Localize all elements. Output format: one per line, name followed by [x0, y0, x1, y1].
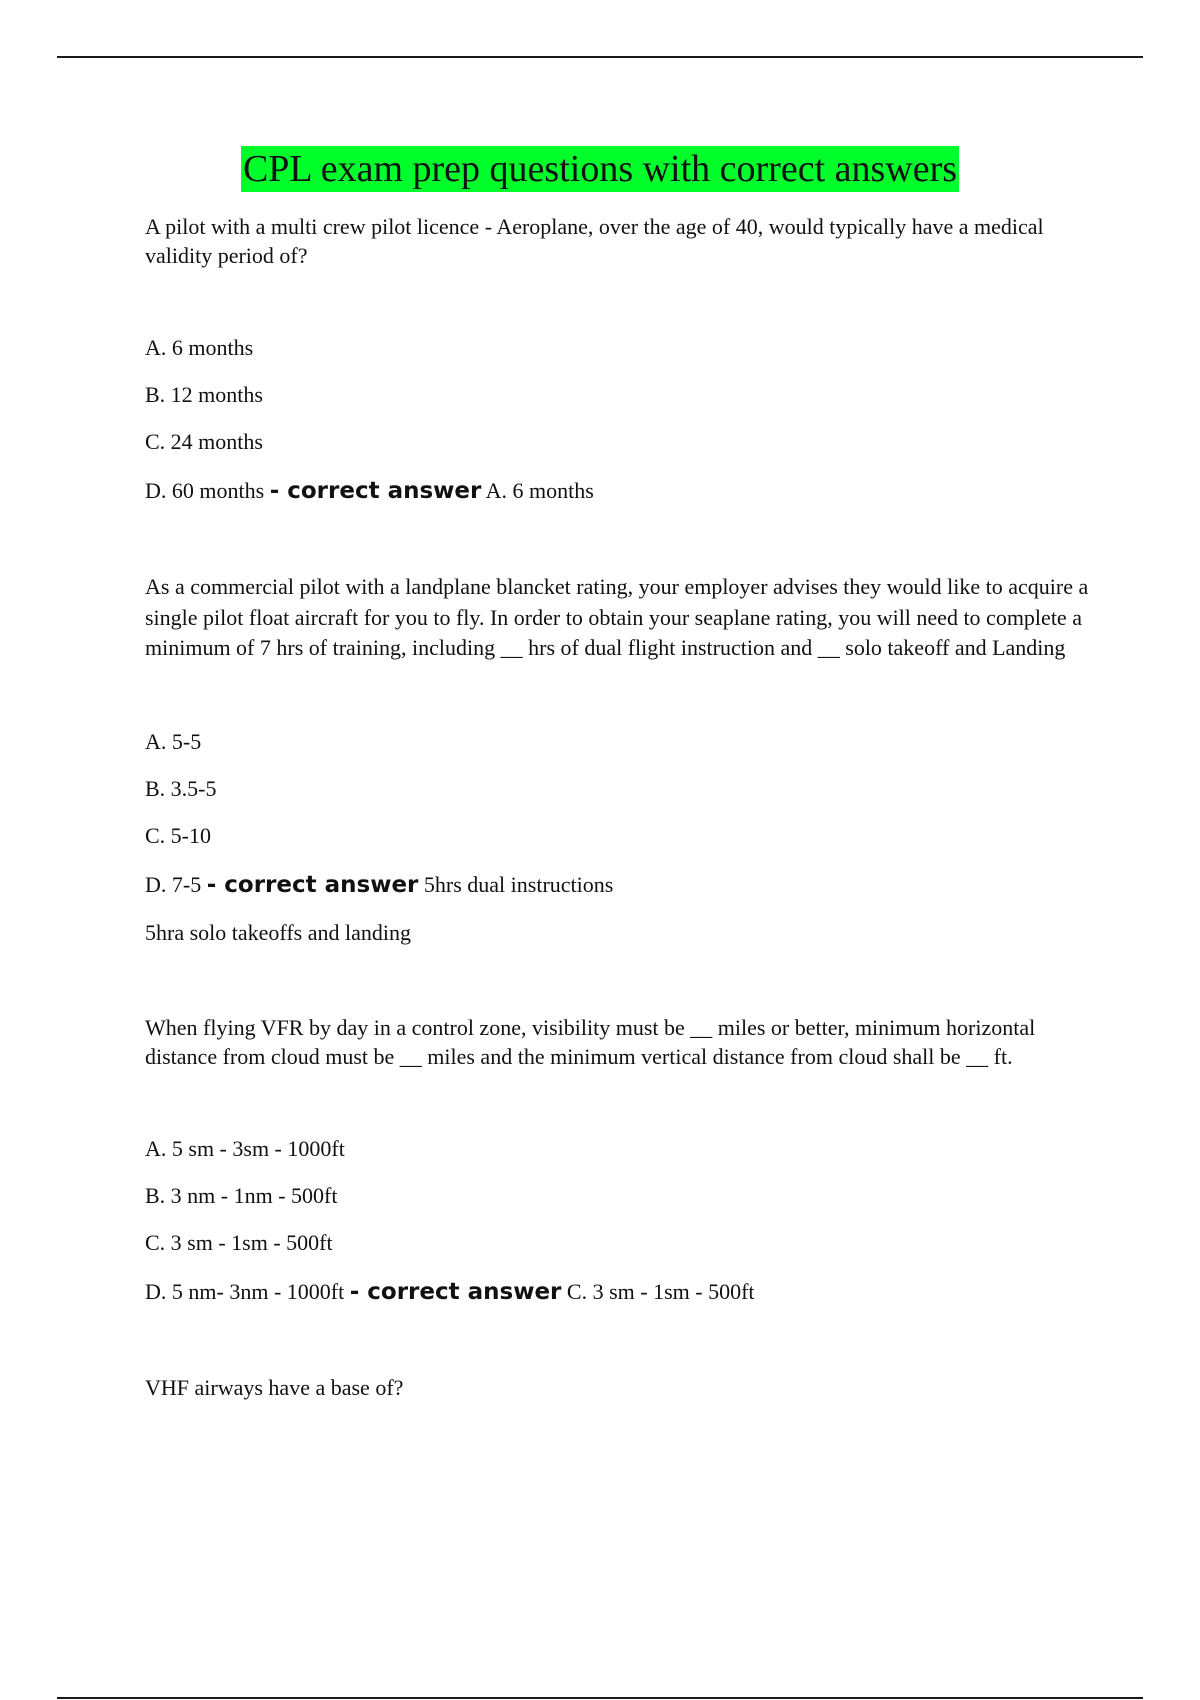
page-title: CPL exam prep questions with correct answers: [242, 148, 958, 190]
option-a: A. 6 months: [145, 335, 254, 360]
correct-answer-continuation: 5hra solo takeoffs and landing: [145, 919, 411, 945]
bottom-rule: [57, 1697, 1143, 1699]
option-c: C. 3 sm - 1sm - 500ft: [145, 1229, 333, 1255]
question-block: [145, 1373, 1095, 1402]
option-b: B. 12 months: [145, 382, 263, 407]
question-text: VHF airways have a base of?: [145, 1374, 404, 1400]
title-container: [0, 146, 1200, 192]
question-text: A pilot with a multi crew pilot licence - Aeroplane, over the age of 40, would typically have a medical validity period of?: [145, 214, 1044, 268]
question-block: [145, 1013, 1095, 1307]
question-block: [145, 572, 1095, 947]
option-c: C. 24 months: [145, 429, 263, 454]
option-d-with-answer: [145, 870, 1095, 900]
option-a: A. 5 sm - 3sm - 1000ft: [145, 1135, 345, 1161]
option-d-with-answer: [145, 1277, 1095, 1307]
question-text: As a commercial pilot with a landplane blancket rating, your employer advises they would like to acquire a single pilot float aircraft for you to fly. In order to obtain your seaplane rating, you will need to complete a minimum of 7 hrs of training, including __ hrs of dual flight instruction and __ solo takeoff and Landing: [145, 574, 1089, 660]
option-b: B. 3 nm - 1nm - 500ft: [145, 1182, 338, 1208]
question-text: When flying VFR by day in a control zone, visibility must be __ miles or better, minimum horizontal distance from cloud must be __ miles and the minimum vertical distance from cloud shall be __ ft.: [145, 1014, 1036, 1069]
correct-answer-label: - correct answer: [349, 1278, 562, 1305]
question-block: [145, 212, 1095, 506]
correct-answer-label: - correct answer: [269, 478, 482, 504]
correct-answer-label: - correct answer: [206, 871, 419, 898]
document-body: [145, 212, 1095, 1402]
correct-answer-value: 5hrs dual instructions: [423, 871, 614, 897]
option-d: D. 60 months: [145, 478, 265, 503]
option-d: D. 5 nm- 3nm - 1000ft: [145, 1278, 345, 1304]
correct-answer-value: C. 3 sm - 1sm - 500ft: [566, 1278, 755, 1304]
option-d-with-answer: [145, 476, 1095, 506]
correct-answer-value: A. 6 months: [485, 478, 594, 503]
option-b: B. 3.5-5: [145, 775, 217, 801]
option-d: D. 7-5: [145, 871, 202, 897]
option-a: A. 5-5: [145, 728, 202, 754]
top-rule: [57, 56, 1143, 58]
option-c: C. 5-10: [145, 822, 211, 848]
